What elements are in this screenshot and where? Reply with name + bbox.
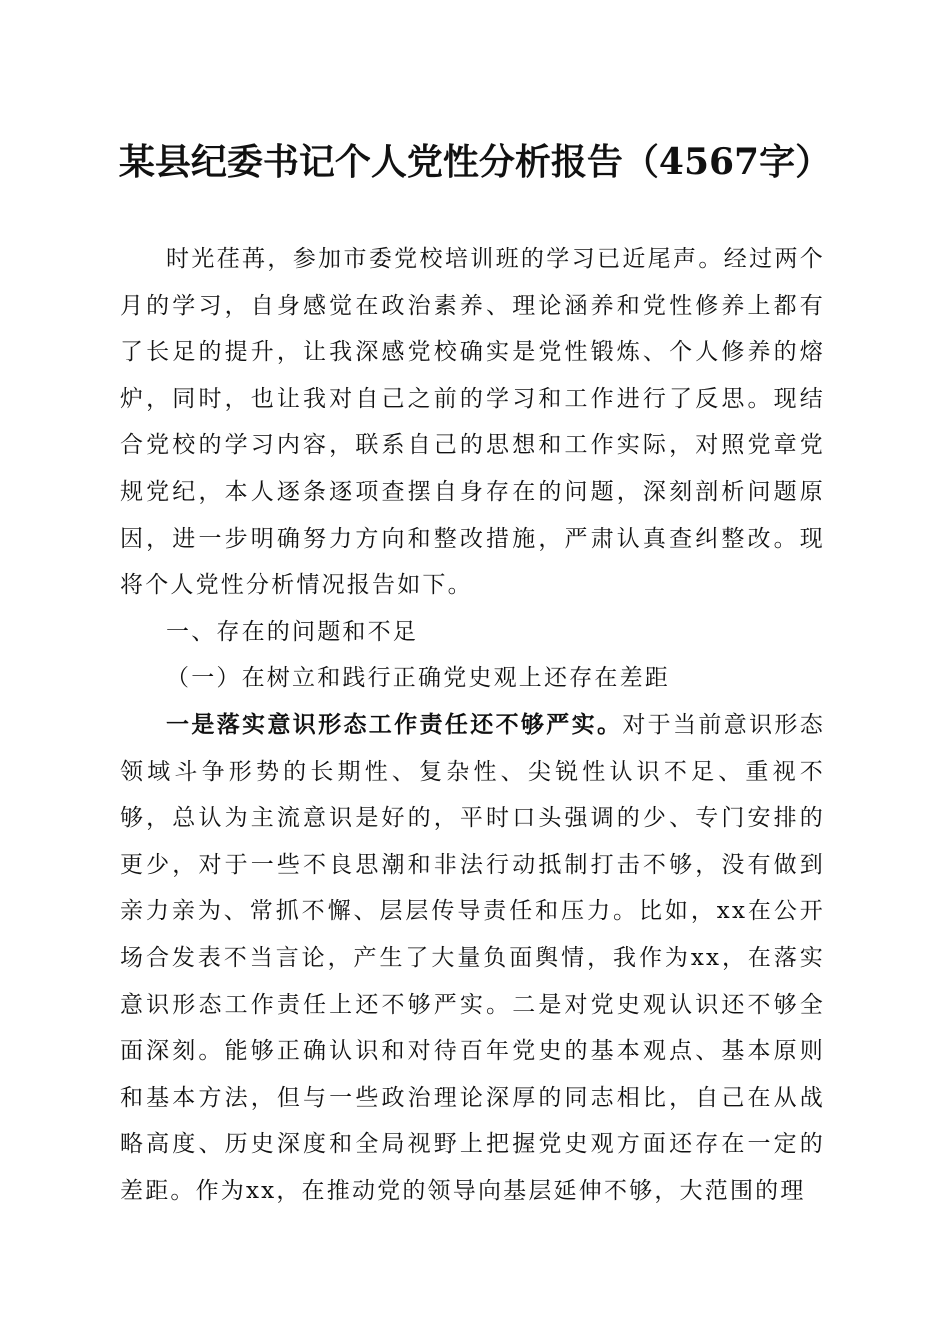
point-lead: 一是落实意识形态工作责任还不够严实。 xyxy=(166,710,623,738)
point-text: 能够正确认识和对待百年党史的基本观点、基本原则和基本方法，但与一些政治理论深厚的同志相比，自己在从战略高度、历史深度和全局视野上把握党史观方面还存在一定的差距。作为xx，在推动党的领导向基层延伸不够，大范围的理 xyxy=(120,1038,825,1204)
point-lead-plain: 二是对党史观认识还不够全面深刻。 xyxy=(120,991,826,1065)
intro-paragraph: 时光荏苒，参加市委党校培训班的学习已近尾声。经过两个月的学习，自身感觉在政治素养、理论涵养和党性修养上都有了长足的提升，让我深感党校确实是党性锻炼、个人修养的熔炉，同时，也让我对自己之前的学习和工作进行了反思。现结合党校的学习内容，联系自己的思想和工作实际，对照党章党规党纪，本人逐条逐项查摆自身存在的问题，深刻剖析问题原因，进一步明确努力方向和整改措施，严肃认真查纠整改。现将个人党性分析情况报告如下。 xyxy=(120,246,825,599)
document-title: 某县纪委书记个人党性分析报告（4567字） xyxy=(118,141,832,183)
subsection-heading: （一）在树立和践行正确党史观上还存在差距 xyxy=(166,665,670,692)
point-text: 对于当前意识形态领域斗争形势的长期性、复杂性、尖锐性认识不足、重视不够，总认为主流意识是好的，平时口头强调的少、专门安排的更少，对于一些不良思潮和非法行动抵制打击不够，没有做到亲力亲为、常抓不懈、层层传导责任和压力。比如，xx在公开场合发表不当言论，产生了大量负面舆情，我作为xx，在落实意识形态工作责任上还不够严实。 xyxy=(120,711,825,1018)
body-paragraph xyxy=(120,702,825,1215)
document-body xyxy=(120,236,825,1214)
section-heading: 一、存在的问题和不足 xyxy=(166,618,418,645)
